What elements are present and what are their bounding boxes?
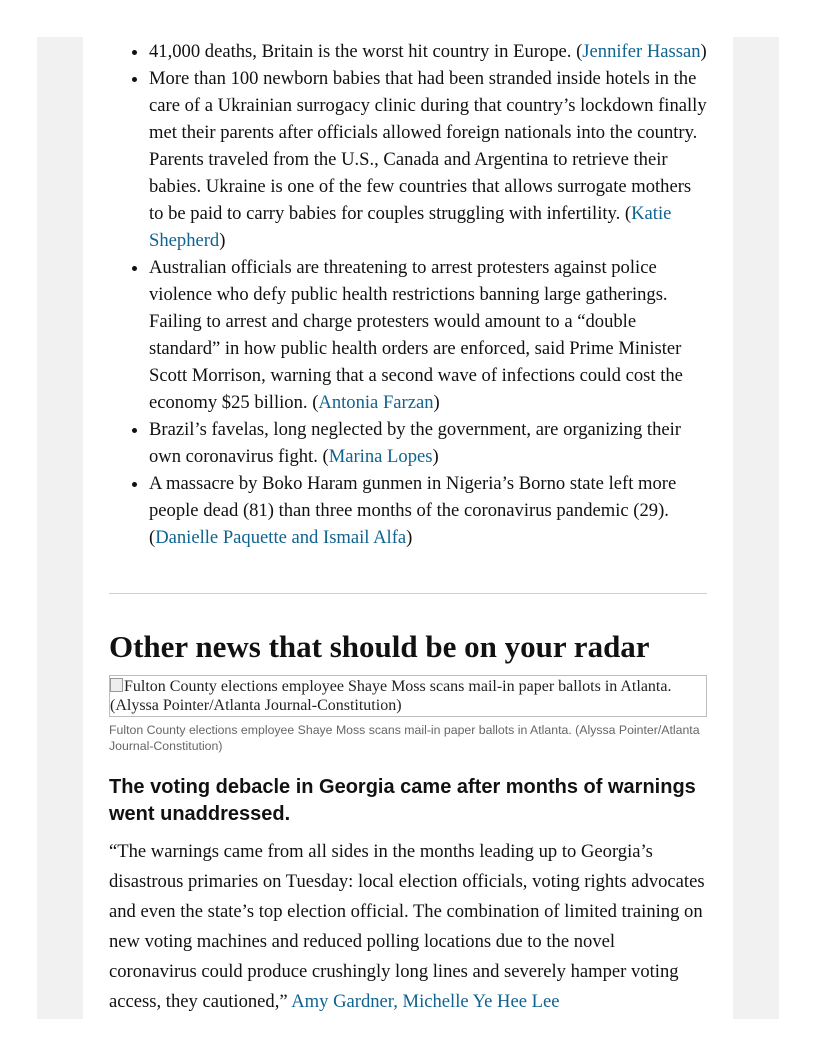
- list-item: [149, 416, 707, 470]
- list-item: [149, 65, 707, 254]
- author-link-katie-shepherd[interactable]: Katie Shepherd: [149, 203, 672, 251]
- story-author-link[interactable]: Amy Gardner, Michelle Ye Hee Lee: [291, 991, 560, 1012]
- story-headline: The voting debacle in Georgia came after months of warnings went unaddressed.: [109, 776, 696, 825]
- list-item: [149, 254, 707, 416]
- bullet-close: ): [406, 527, 413, 548]
- story-body-text: “The warnings came from all sides in the months leading up to Georgia’s disastrous primaries on Tuesday: local election officials, voting rights advocates and even the state’s top election official. The combination of limited training on new voting machines and reduced polling locations due to the novel coronavirus could produce crushingly long lines and severely hamper voting access, they cautioned,”: [109, 841, 705, 1012]
- broken-image: [109, 675, 707, 717]
- bullet-text: Brazil’s favelas, long neglected by the government, are organizing their own coronavirus fight. (: [149, 419, 681, 467]
- list-item: [149, 470, 707, 551]
- broken-image-icon: [110, 678, 123, 692]
- image-alt-text: [110, 676, 706, 715]
- image-alt-label: Fulton County elections employee Shaye Moss scans mail-in paper ballots in Atlanta. (Alyssa Pointer/Atlanta Journal-Constitution): [110, 678, 672, 714]
- author-link-marina-lopes[interactable]: Marina Lopes: [328, 446, 433, 467]
- author-link-antonia-farzan[interactable]: Antonia Farzan: [318, 392, 434, 413]
- bullet-close: ): [700, 41, 707, 62]
- news-bullet-list: [109, 38, 707, 551]
- bullet-close: ): [219, 230, 226, 251]
- author-link-jennifer-hassan[interactable]: Jennifer Hassan: [582, 41, 701, 62]
- section-divider: [109, 593, 707, 594]
- list-item: [149, 38, 707, 65]
- section-title: Other news that should be on your radar: [109, 629, 650, 664]
- story-body: [109, 837, 707, 1017]
- bullet-text: A massacre by Boko Haram gunmen in Nigeria’s Borno state left more people dead (81) than three months of the coronavirus pandemic (29). (: [149, 473, 677, 548]
- newsletter-content: [83, 37, 733, 1019]
- bullet-close: ): [433, 392, 440, 413]
- bullet-close: ): [432, 446, 439, 467]
- photo-caption: Fulton County elections employee Shaye Moss scans mail-in paper ballots in Atlanta. (Alyssa Pointer/Atlanta Journal-Constitution): [109, 723, 700, 753]
- bullet-text: Australian officials are threatening to arrest protesters against police violence who defy public health restrictions banning large gatherings. Failing to arrest and charge protesters would amount to a “double standard” in how public health orders are enforced, said Prime Minister Scott Morrison, warning that a second wave of infections could cost the economy $25 billion. (: [149, 257, 683, 413]
- author-link-paquette-alfa[interactable]: Danielle Paquette and Ismail Alfa: [155, 527, 407, 548]
- right-gutter: [733, 37, 779, 1019]
- left-gutter: [37, 37, 83, 1019]
- bullet-text: More than 100 newborn babies that had been stranded inside hotels in the care of a Ukrainian surrogacy clinic during that country’s lockdown finally met their parents after officials allowed foreign nationals into the country. Parents traveled from the U.S., Canada and Argentina to retrieve their babies. Ukraine is one of the few countries that allows surrogate mothers to be paid to carry babies for couples struggling with infertility. (: [149, 68, 707, 224]
- bullet-text: 41,000 deaths, Britain is the worst hit country in Europe. (: [149, 41, 583, 62]
